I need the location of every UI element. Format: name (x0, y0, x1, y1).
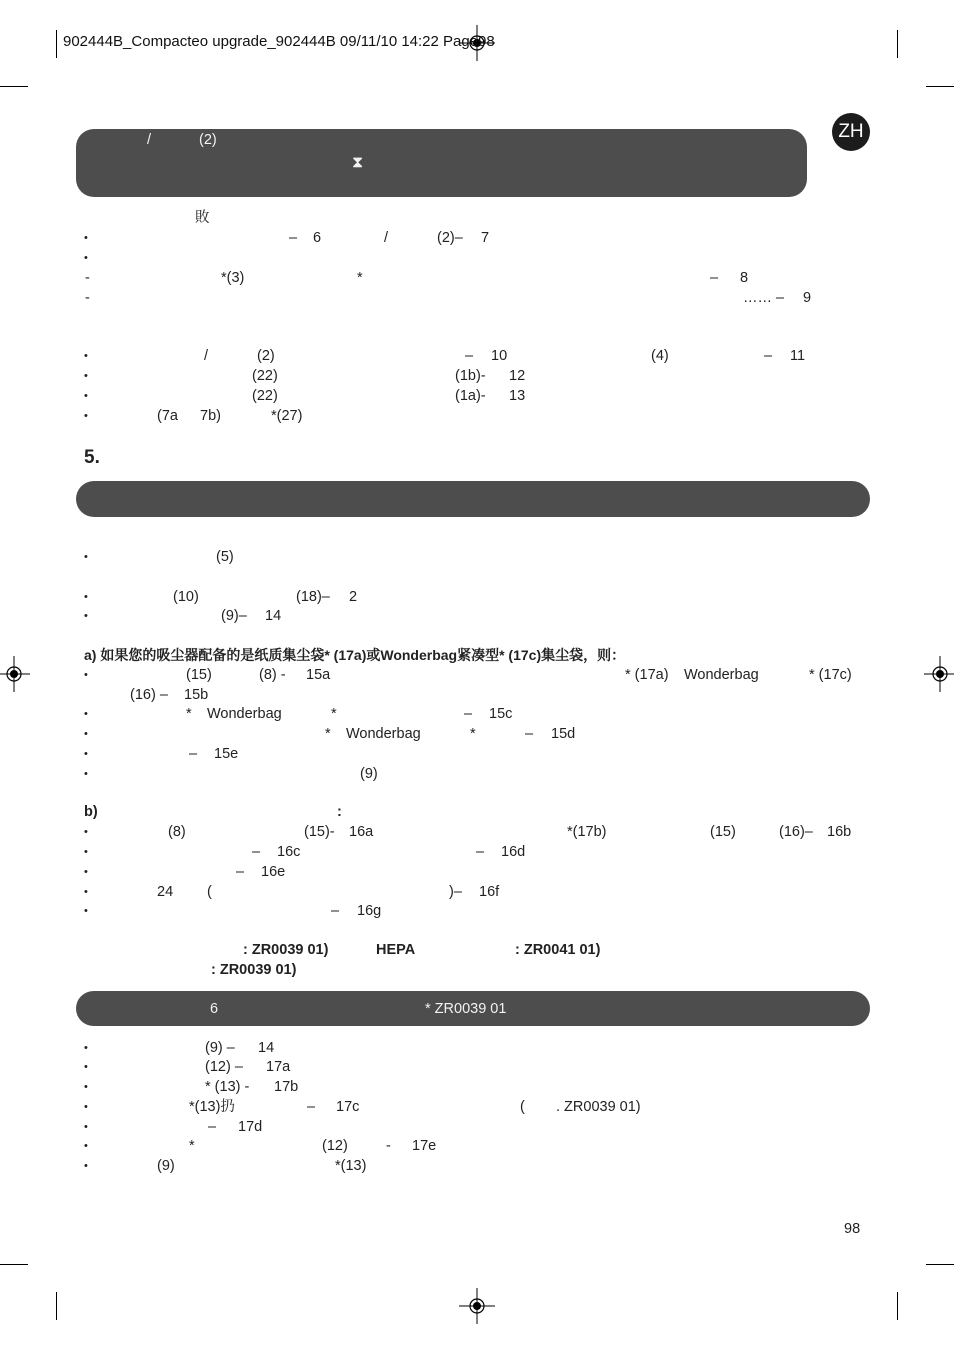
text: 16d (501, 844, 526, 860)
text: 16f (479, 884, 500, 900)
section-bar (76, 129, 807, 197)
text: *(27) (271, 408, 303, 424)
text: 12 (509, 368, 526, 384)
bullet: • (84, 252, 88, 264)
crop-mark (56, 1292, 57, 1320)
text: 17d (238, 1119, 263, 1135)
text: (9) – (205, 1040, 235, 1056)
text: – (464, 706, 473, 722)
text: 16e (261, 864, 286, 880)
bullet: • (84, 1140, 88, 1152)
text: * (470, 726, 476, 742)
crop-mark (926, 86, 954, 87)
text: – (764, 348, 773, 364)
text: Wonderbag (207, 706, 282, 722)
text: (10) (173, 589, 199, 605)
file-header: 902444B_Compacteo upgrade_902444B 09/11/10 14:22 Page98 (63, 33, 495, 50)
text: ( (207, 884, 212, 900)
bullet: • (84, 610, 88, 622)
text: Wonderbag (346, 726, 421, 742)
bullet: • (84, 551, 88, 563)
text: 24 (157, 884, 174, 900)
bullet: • (84, 748, 88, 760)
text: 8 (740, 270, 749, 286)
crop-mark (897, 1292, 898, 1320)
text: 2 (349, 589, 358, 605)
text: 15c (489, 706, 513, 722)
text: * (331, 706, 337, 722)
subheading-b: b) (84, 804, 98, 820)
text: – (252, 844, 261, 860)
text: 7b) (200, 408, 221, 424)
page-number: 98 (844, 1221, 861, 1237)
bullet: • (84, 846, 88, 858)
text: (5) (216, 549, 234, 565)
section-number: 5. (84, 447, 100, 468)
bar-text: / (147, 132, 152, 148)
bullet: • (84, 866, 88, 878)
text: 15e (214, 746, 239, 762)
text: * (13) - (205, 1079, 250, 1095)
text: 16a (349, 824, 374, 840)
text: * (186, 706, 192, 722)
text: 6 (313, 230, 322, 246)
text: * (17c) (809, 667, 852, 683)
text: 14 (258, 1040, 275, 1056)
text: . ZR0039 01) (556, 1099, 641, 1115)
hourglass-icon: ⧗ (352, 154, 364, 171)
text: – (208, 1119, 217, 1135)
bullet: • (84, 390, 88, 402)
text: 15a (306, 667, 331, 683)
text: – (236, 864, 245, 880)
text: – (331, 903, 340, 919)
reference-code: HEPA (376, 942, 416, 958)
bullet: • (84, 232, 88, 244)
crop-mark (926, 1264, 954, 1265)
bullet: • (84, 1121, 88, 1133)
reference-code: : ZR0039 01) (211, 962, 297, 978)
text: (18)– (296, 589, 330, 605)
crop-mark (897, 30, 898, 58)
text: Wonderbag (684, 667, 759, 683)
bullet: • (84, 370, 88, 382)
text: 16g (357, 903, 382, 919)
text: (1b)- (455, 368, 486, 384)
text: (1a)- (455, 388, 486, 404)
text: (15)- (304, 824, 335, 840)
text: *(3) (221, 270, 245, 286)
text: (9)– (221, 608, 247, 624)
text: (16)– (779, 824, 813, 840)
text: (8) - (259, 667, 286, 683)
subheading-b-colon: : (337, 804, 342, 820)
bullet: • (84, 591, 88, 603)
text: (9) (360, 766, 378, 782)
text: (7a (157, 408, 178, 424)
bullet: • (84, 1160, 88, 1172)
text: – (189, 746, 198, 762)
text: …… – (743, 290, 785, 306)
bullet: • (84, 905, 88, 917)
bullet: • (84, 708, 88, 720)
text: – (710, 270, 719, 286)
text: 15b (184, 687, 209, 703)
text: 17a (266, 1059, 291, 1075)
registration-mark-icon (924, 656, 954, 692)
text: – (476, 844, 485, 860)
text: *(13) (335, 1158, 367, 1174)
bullet: • (84, 1061, 88, 1073)
registration-mark-icon (0, 656, 30, 692)
text: 17e (412, 1138, 437, 1154)
text: (16) – (130, 687, 168, 703)
bullet: • (84, 826, 88, 838)
bullet: • (84, 1081, 88, 1093)
text: (22) (252, 368, 278, 384)
section-bar (76, 481, 870, 517)
text: 11 (790, 348, 806, 364)
text: 9 (803, 290, 812, 306)
bar-text: (2) (199, 132, 217, 148)
reference-code: : ZR0041 01) (515, 942, 601, 958)
text: – (307, 1099, 316, 1115)
text: * (357, 270, 363, 286)
text: ( (520, 1099, 525, 1115)
text: 16b (827, 824, 852, 840)
text: *(17b) (567, 824, 607, 840)
bullet: • (84, 350, 88, 362)
bullet: • (84, 886, 88, 898)
text: )– (449, 884, 462, 900)
text: – (525, 726, 534, 742)
bullet: • (84, 410, 88, 422)
text: * (17a) (625, 667, 669, 683)
bar-text: 6 (210, 1001, 219, 1017)
text: *(13)扔 (189, 1099, 235, 1115)
text: / (384, 230, 389, 246)
crop-mark (0, 1264, 28, 1265)
text: / (204, 348, 209, 364)
text: 13 (509, 388, 526, 404)
text: - (386, 1138, 391, 1154)
text: (2)– (437, 230, 463, 246)
language-badge: ZH (832, 113, 870, 151)
reference-code: : ZR0039 01) (243, 942, 329, 958)
text: (4) (651, 348, 669, 364)
dash: - (85, 270, 90, 286)
bullet: • (84, 669, 88, 681)
text: 10 (491, 348, 508, 364)
text: 7 (481, 230, 490, 246)
crop-mark (0, 86, 28, 87)
text: * (325, 726, 331, 742)
text: (22) (252, 388, 278, 404)
text: 17b (274, 1079, 299, 1095)
bar-text: * ZR0039 01 (425, 1001, 507, 1017)
text: * (189, 1138, 195, 1154)
text: 15d (551, 726, 576, 742)
text: 16c (277, 844, 301, 860)
text: (12) (322, 1138, 348, 1154)
bullet: • (84, 1101, 88, 1113)
text: 14 (265, 608, 282, 624)
registration-mark-icon (459, 1288, 495, 1324)
subheading-a: a) 如果您的吸尘器配备的是纸质集尘袋* (17a)或Wonderbag紧凑型* (17c)集尘袋，则： (84, 647, 626, 663)
crop-mark (56, 30, 57, 58)
bullet: • (84, 768, 88, 780)
text: (12) – (205, 1059, 243, 1075)
bullet: • (84, 1042, 88, 1054)
text: (15) (186, 667, 212, 683)
text: (8) (168, 824, 186, 840)
dash: - (85, 290, 90, 306)
text: (15) (710, 824, 736, 840)
label: 敗 (195, 210, 210, 226)
text: (2) (257, 348, 275, 364)
bullet: • (84, 728, 88, 740)
text: – (465, 348, 474, 364)
text: (9) (157, 1158, 175, 1174)
text: – (289, 230, 298, 246)
text: 17c (336, 1099, 360, 1115)
